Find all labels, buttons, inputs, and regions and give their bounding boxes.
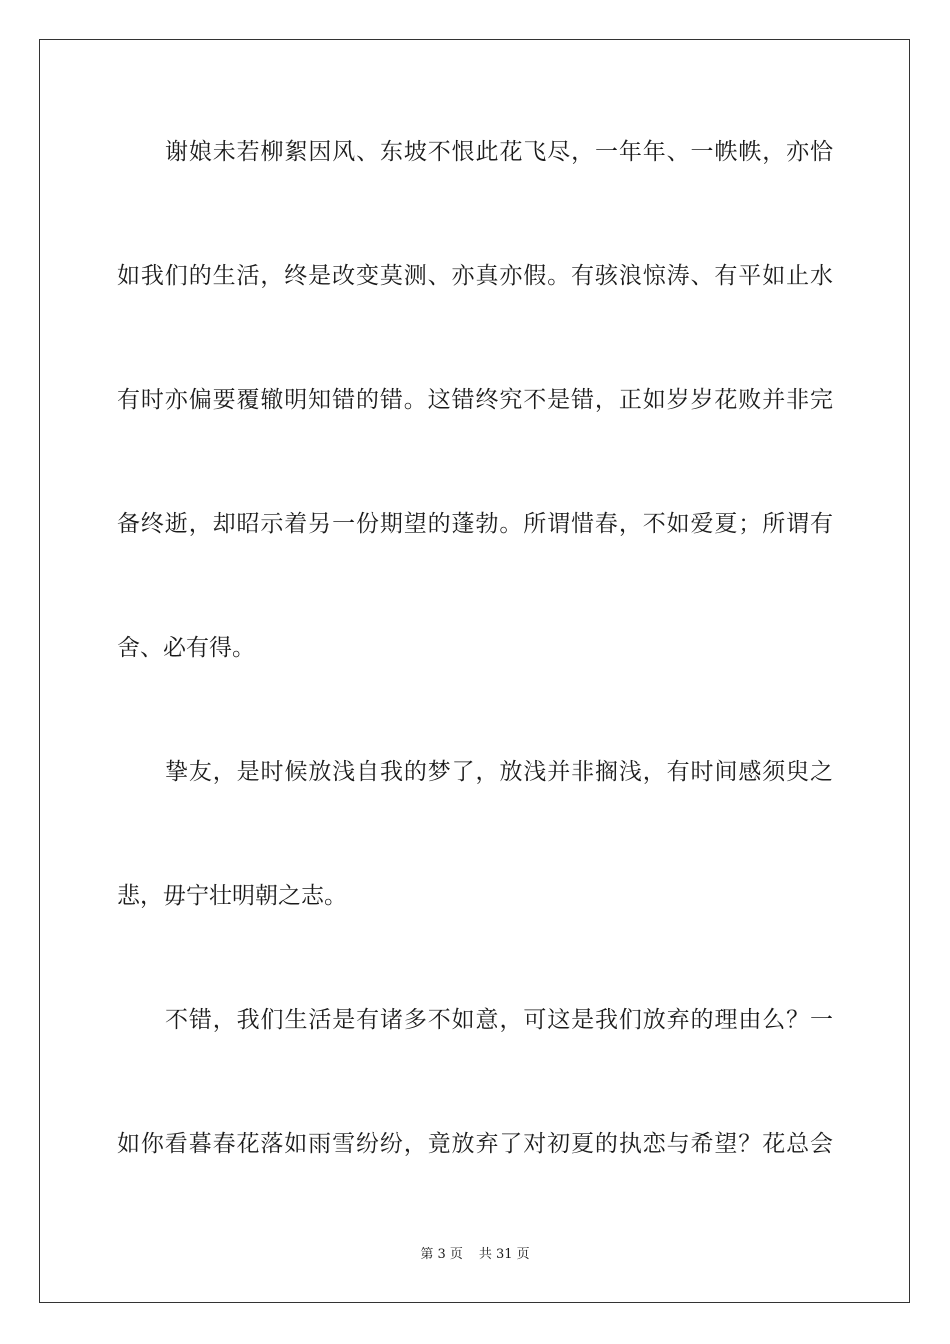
total-pages: 共 31 页 bbox=[478, 1247, 530, 1262]
page-footer bbox=[0, 1243, 950, 1262]
paragraph-line: 如你看暮春花落如雨雪纷纷，竟放弃了对初夏的执恋与希望？花总会 bbox=[117, 1131, 833, 1157]
paragraph-line: 悲，毋宁壮明朝之志。 bbox=[117, 883, 347, 909]
paragraph-line: 有时亦偏要覆辙明知错的错。这错终究不是错，正如岁岁花败并非完 bbox=[117, 387, 833, 413]
page-number: 第 3 页 bbox=[420, 1247, 463, 1262]
paragraph-line: 谢娘未若柳絮因风、东坡不恨此花飞尽，一年年、一帙帙，亦恰 bbox=[165, 139, 833, 165]
paragraph-line: 如我们的生活，终是改变莫测、亦真亦假。有骇浪惊涛、有平如止水 bbox=[117, 263, 833, 289]
paragraph-line: 舍、必有得。 bbox=[117, 635, 255, 661]
page-border bbox=[39, 39, 910, 1303]
paragraph-line: 备终逝，却昭示着另一份期望的蓬勃。所谓惜春，不如爱夏；所谓有 bbox=[117, 511, 833, 537]
paragraph-line: 不错，我们生活是有诸多不如意，可这是我们放弃的理由么？一 bbox=[165, 1007, 833, 1033]
paragraph-line: 挚友，是时候放浅自我的梦了，放浅并非搁浅，有时间感须臾之 bbox=[165, 759, 833, 785]
